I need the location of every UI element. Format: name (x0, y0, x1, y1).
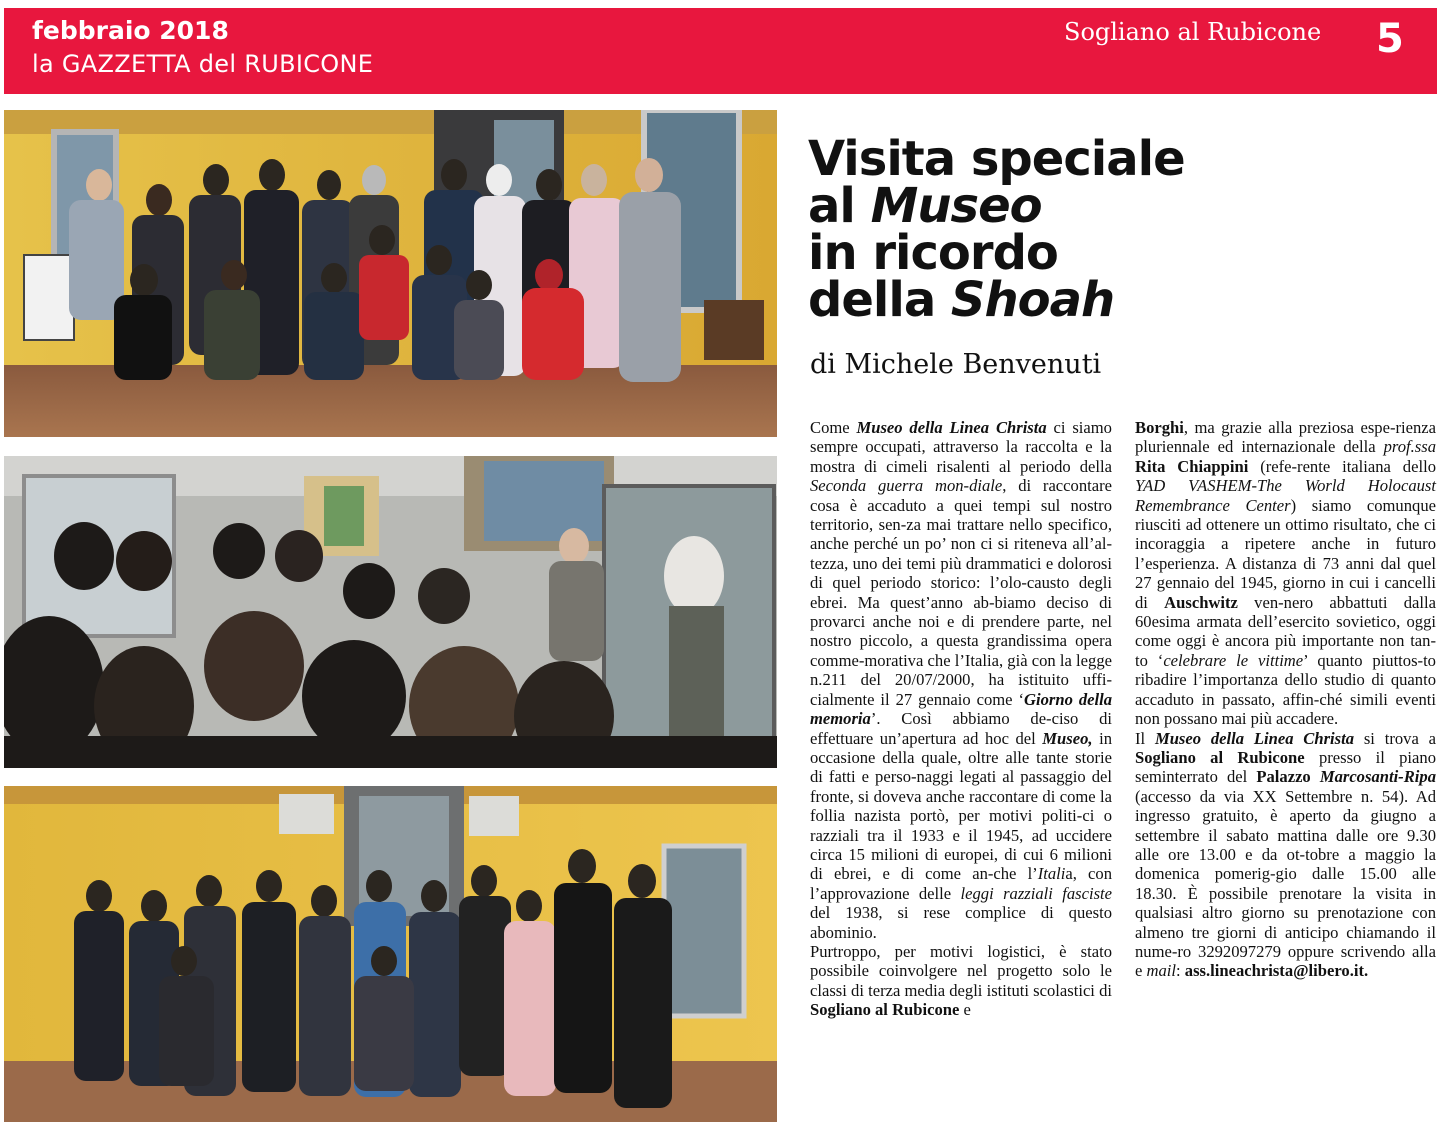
col2-text-run: Marcosanti-Ripa (1319, 767, 1436, 787)
headline-line-4: della Shoah (808, 272, 1115, 328)
col1-text-run: leggi razziali fasciste (960, 883, 1113, 903)
column-1-text (810, 418, 1112, 1020)
col2-text-run: , ma grazie alla preziosa espe-rienza pluriennale ed internazionale della (1135, 418, 1436, 457)
col2-text-run: : (1176, 961, 1185, 981)
col2-text-run: si trova a (1354, 728, 1436, 748)
col1-text-run: e (959, 1000, 971, 1020)
col1-text-run: Itali (1037, 864, 1066, 884)
col1-text-run: in occasione della quale, oltre alle tante storie di fatti e perso-naggi legati al passaggio del fronte, si doveva anche raccontare di come la follia nazista portò, per motivi politi-ci o razziali tra il 1933 e il 1945, ad uccidere circa 15 milioni di europei, di cui 6 milioni di ebrei, e di come an-che l’ (810, 728, 1112, 884)
col2-text-run: (accesso da via XX Settembre n. 54). Ad ingresso gratuito, è aperto da giugno a settembre il sabato mattina dalle ore 9.30 alle ore 13.00 e da ot-tobre a maggio la domenica pomerig-gio dalle 15.00 alle 18.30. È possibile prenotare la visita in qualsiasi altro giorno su prenotazione con almeno tre giorni di anticipo chiamando il nume-ro 3292097279 oppure scrivendo alla e (1135, 786, 1436, 981)
article-byline: di Michele Benvenuti (810, 349, 1102, 380)
col2-text-run: Sogliano al Rubicone (1135, 747, 1305, 767)
col2-text-run: Borghi (1135, 418, 1184, 437)
newspaper-name: la GAZZETTA del RUBICONE (32, 50, 374, 78)
col1-text-run: Museo della Linea Christa (856, 418, 1047, 437)
page-number: 5 (1376, 16, 1404, 62)
col1-text-run: ci siamo sempre occupati, attraverso la raccolta e la mostra di cimeli risalenti al periodo della (810, 418, 1112, 476)
issue-date: febbraio 2018 (32, 16, 229, 45)
col1-text-run: ’. Così abbiamo de-ciso di effettuare un’apertura ad hoc del (810, 709, 1112, 748)
col2-text-run: presso il piano seminterrato del (1135, 747, 1436, 787)
column-2-text (1135, 418, 1436, 981)
col1-text-run: a, con l’approvazione delle (810, 864, 1113, 903)
col1-text-run: , di raccontare cosa è accaduto a quei tempi sul nostro territorio, sen-za mai trattare nello specifico, anche perché un po’ non ci si riteneva all’al-tezza, uno dei temi più drammatici e dolorosi di quel periodo storico: l’olo-causto degli ebrei. Ma quest’anno ab-biamo deciso di provarci anche noi e di prendere parte, nel nostro piccolo, a questa grandissima opera comme-morativa che l’Italia, già con la legge n.211 del 20/07/2000, ha istituito uffi-cialmente il 27 gennaio come ‘ (810, 476, 1112, 709)
article-body-column-1 (810, 418, 1112, 1020)
article-body-column-2 (1135, 418, 1436, 981)
photo-students-in-museum (4, 456, 777, 768)
col1-text-run: Purtroppo, per motivi logistici, è stato possibile coinvolgere nel progetto solo le classi di terza media degli istituti scolastici di (810, 941, 1112, 1000)
col2-text-run: Auschwitz (1164, 592, 1238, 612)
col1-text-run: del 1938, si rese complice di questo abominio. (810, 903, 1112, 942)
col1-text-run: Museo, (1042, 728, 1093, 748)
col1-text-run: Sogliano al Rubicone (810, 1000, 960, 1020)
col1-text-run: Come (810, 418, 857, 437)
col2-text-run: YAD VASHEM-The World Holocaust Remembrance Center (1135, 476, 1436, 515)
col2-text-run: mail (1146, 961, 1177, 981)
headline-line-3: in ricordo (808, 225, 1058, 281)
col2-text-run: ass.lineachrista@libero.it. (1184, 961, 1369, 981)
photo-group-outside-museum (4, 110, 777, 437)
col1-text-run: Giorno della memoria (810, 689, 1112, 729)
article-headline (808, 131, 1408, 328)
col2-text-run: Palazzo (1256, 767, 1311, 787)
col1-text-run: Seconda guerra mon-diale (810, 476, 1003, 496)
photo-second-group-outside (4, 786, 777, 1122)
col2-text-run: ) siamo comunque riusciti ad ottenere un ottimo risultato, che ci incoraggia a ripetere anche in futuro l’esperienza. A distanza di 73 anni dal quel 27 gennaio del 1945, giorno in cui i cancelli di (1135, 495, 1436, 612)
col2-text-run: prof.ssa (1383, 437, 1436, 457)
col2-text-run: (refe-rente italiana dello (1248, 456, 1436, 476)
page-header (4, 8, 1437, 94)
section-town: Sogliano al Rubicone (1064, 18, 1322, 46)
headline-line-2: al Museo (808, 178, 1042, 234)
col2-text-run: Il (1135, 728, 1155, 748)
col2-text-run: Rita Chiappini (1135, 456, 1249, 476)
col2-text-run: ’ quanto piuttos-to ribadire l’importanza dello studio di quanto accaduto in passato, affin-ché simili eventi non possano mai più accadere. (1135, 650, 1436, 729)
col2-text-run: ven-nero abbattuti dalla 60esima armata dell’esercito sovietico, oggi come oggi è ancora più importante non tan-to ‘ (1135, 592, 1436, 670)
col2-text-run: celebrare le vittime (1163, 650, 1304, 670)
col2-text-run (1311, 767, 1320, 786)
col2-text-run: Museo della Linea Christa (1154, 728, 1355, 748)
headline-line-1: Visita speciale (808, 131, 1185, 187)
